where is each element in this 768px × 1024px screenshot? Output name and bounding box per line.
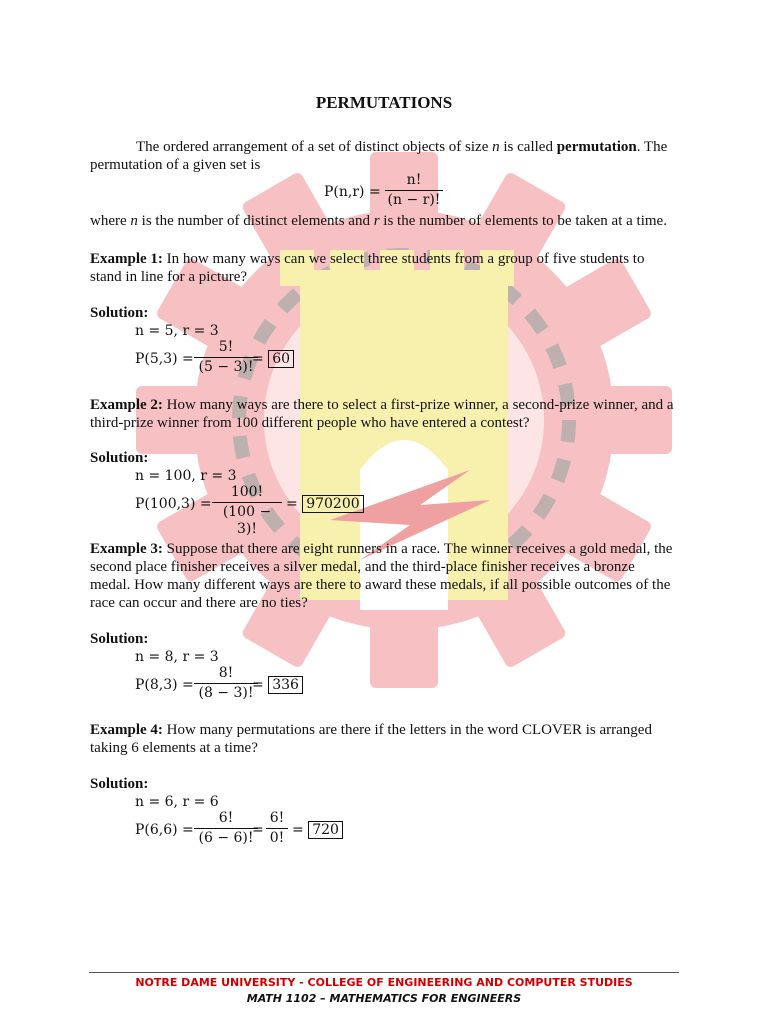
page-title: PERMUTATIONS <box>315 93 453 112</box>
fraction-bar <box>385 190 443 191</box>
example-3-fraction <box>194 665 258 702</box>
numerator: 6! <box>269 810 285 826</box>
example-3-line-2: second place finisher receives a silver medal, and the third-place finisher receives a bronze <box>90 559 635 575</box>
example-text: How many ways are there to select a first-prize winner, a second-prize winner, and a <box>166 397 674 413</box>
example-2-given: n = 100, r = 3 <box>135 468 237 484</box>
answer-box: 970200 <box>302 495 363 513</box>
example-text: How many permutations are there if the letters in the word CLOVER is arranged <box>166 722 652 738</box>
example-3-given: n = 8, r = 3 <box>135 649 219 665</box>
example-label: Example 2: <box>90 397 163 413</box>
footer-institution: NOTRE DAME UNIVERSITY - COLLEGE OF ENGINEERING AND COMPUTER STUDIES <box>135 976 633 989</box>
example-3-line-4: race can occur and there are no ties? <box>90 595 308 611</box>
example-text: Suppose that there are eight runners in a race. The winner receives a gold medal, the <box>166 541 673 557</box>
denominator: (5 − 3)! <box>198 359 254 375</box>
example-1-lhs: P(5,3) = <box>135 351 194 367</box>
footer-divider <box>89 972 679 973</box>
example-4-result: = 720 <box>292 821 343 839</box>
intro-line-3 <box>90 212 667 230</box>
denominator: 0! <box>269 830 285 846</box>
example-3-result: = 336 <box>252 676 303 694</box>
example-2-fraction <box>212 484 282 538</box>
example-4-fraction <box>194 810 258 847</box>
var-n: n <box>130 213 138 229</box>
answer-box: 720 <box>308 821 343 839</box>
example-2-line-2: third-prize winner from 100 different people who have entered a contest? <box>90 415 530 431</box>
numerator: 100! <box>230 484 264 500</box>
keyword-permutation: permutation <box>556 139 637 155</box>
example-1-line-2: stand in line for a picture? <box>90 269 248 285</box>
answer-box: 336 <box>268 676 303 694</box>
example-label: Example 4: <box>90 722 163 738</box>
example-1-line-1 <box>90 250 644 268</box>
example-2-lhs: P(100,3) = <box>135 496 212 512</box>
var-r: r <box>373 213 380 229</box>
example-3-lhs: P(8,3) = <box>135 677 194 693</box>
formula-numerator: n! <box>406 172 422 188</box>
example-1-result: = 60 <box>252 350 294 368</box>
example-4-line-1 <box>90 721 652 739</box>
intro-text: is the number of elements to be taken at a time. <box>379 213 667 229</box>
intro-line-1 <box>136 138 667 156</box>
formula-fraction <box>385 172 443 209</box>
example-label: Example 3: <box>90 541 163 557</box>
example-1-fraction <box>194 339 258 376</box>
example-2-line-1 <box>90 396 674 414</box>
intro-line-2: permutation of a given set is <box>90 157 261 173</box>
fraction-bar <box>212 502 282 503</box>
example-label: Example 1: <box>90 251 163 267</box>
intro-text: . The <box>636 139 668 155</box>
intro-text: is the number of distinct elements and <box>137 213 374 229</box>
footer-course: MATH 1102 – MATHEMATICS FOR ENGINEERS <box>246 992 522 1005</box>
equals-sign: = <box>252 822 264 838</box>
example-4-line-2: taking 6 elements at a time? <box>90 740 258 756</box>
example-4-given: n = 6, r = 6 <box>135 794 219 810</box>
example-3-line-3: medal. How many different ways are there to award these medals, if all possible outcomes of the <box>90 577 671 593</box>
fraction-bar <box>266 828 288 829</box>
example-2-result: = 970200 <box>286 495 364 513</box>
formula-lhs: P(n,r) = <box>324 184 381 200</box>
fraction-bar <box>194 828 258 829</box>
solution-label: Solution: <box>90 450 149 466</box>
solution-label: Solution: <box>90 305 149 321</box>
example-text: In how many ways can we select three students from a group of five students to <box>166 251 645 267</box>
solution-label: Solution: <box>90 776 149 792</box>
fraction-bar <box>194 683 258 684</box>
example-3-line-1 <box>90 540 672 558</box>
fraction-bar <box>194 357 258 358</box>
solution-label: Solution: <box>90 631 149 647</box>
intro-text: is called <box>499 139 557 155</box>
denominator: (8 − 3)! <box>198 685 254 701</box>
var-n: n <box>492 139 500 155</box>
answer-box: 60 <box>268 350 294 368</box>
denominator: (100 − 3)! <box>222 504 272 537</box>
numerator: 8! <box>218 665 234 681</box>
example-4-lhs: P(6,6) = <box>135 822 194 838</box>
intro-text: The ordered arrangement of a set of distinct objects of size <box>136 139 493 155</box>
example-4-fraction-2 <box>266 810 288 847</box>
intro-text: where <box>90 213 131 229</box>
formula-denominator: (n − r)! <box>387 192 441 208</box>
numerator: 6! <box>218 810 234 826</box>
example-1-given: n = 5, r = 3 <box>135 323 219 339</box>
denominator: (6 − 6)! <box>198 830 254 846</box>
numerator: 5! <box>218 339 234 355</box>
